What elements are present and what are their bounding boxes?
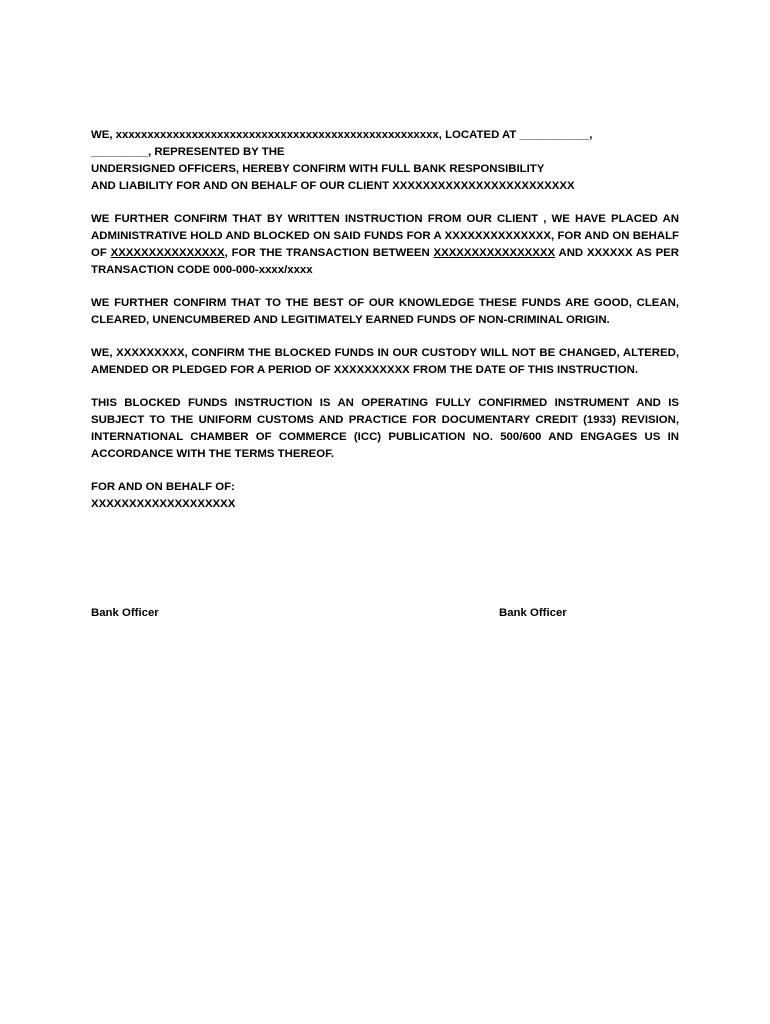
- on-behalf-name: XXXXXXXXXXXXXXXXXXX: [91, 498, 236, 510]
- custody-paragraph: WE, XXXXXXXXX, CONFIRM THE BLOCKED FUNDS IN OUR CUSTODY WILL NOT BE CHANGED, ALTERED, AMENDED OR PLEDGED FOR A PERIOD OF XXXXXXXXXX FROM THE DATE OF THIS INSTRUCTION.: [91, 347, 679, 376]
- hold-instruction-paragraph: [91, 211, 679, 279]
- confirmation-line-2: _________, REPRESENTED BY THE: [91, 146, 285, 158]
- on-behalf-label: FOR AND ON BEHALF OF:: [91, 481, 235, 493]
- letter-body: [91, 127, 679, 529]
- confirmation-line-4: AND LIABILITY FOR AND ON BEHALF OF OUR CLIENT XXXXXXXXXXXXXXXXXXXXXXXX: [91, 180, 575, 192]
- client-name-underlined: XXXXXXXXXXXXXXX: [110, 247, 225, 259]
- on-behalf-block: [91, 479, 679, 513]
- confirmation-paragraph: [91, 127, 679, 195]
- hold-text-part-3: AND XXXXXX AS PER TRANSACTION CODE 000-000-xxxx/xxxx: [91, 247, 679, 276]
- party-name-underlined: XXXXXXXXXXXXXXXX: [433, 247, 556, 259]
- signature-left: Bank Officer: [91, 607, 159, 619]
- confirmation-line-3: UNDERSIGNED OFFICERS, HEREBY CONFIRM WITH FULL BANK RESPONSIBILITY: [91, 163, 545, 175]
- instrument-terms-paragraph: THIS BLOCKED FUNDS INSTRUCTION IS AN OPERATING FULLY CONFIRMED INSTRUMENT AND IS SUBJECT TO THE UNIFORM CUSTOMS AND PRACTICE FOR DOCUMENTARY CREDIT (1933) REVISION, INTERNATIONAL CHAMBER OF COMMERCE (ICC) PUBLICATION NO. 500/600 AND ENGAGES US IN ACCORDANCE WITH THE TERMS THEREOF.: [91, 397, 679, 460]
- funds-origin-paragraph: WE FURTHER CONFIRM THAT TO THE BEST OF OUR KNOWLEDGE THESE FUNDS ARE GOOD, CLEAN, CLEARED, UNENCUMBERED AND LEGITIMATELY EARNED FUNDS OF NON-CRIMINAL ORIGIN.: [91, 297, 679, 326]
- confirmation-line-1: WE, xxxxxxxxxxxxxxxxxxxxxxxxxxxxxxxxxxxxxxxxxxxxxxxxxxx, LOCATED AT ___________,: [91, 129, 593, 141]
- hold-text-part-1: WE FURTHER CONFIRM THAT BY WRITTEN INSTRUCTION FROM OUR CLIENT , WE HAVE PLACED AN ADMINISTRATIVE HOLD AND BLOCKED ON SAID FUNDS FOR A XXXXXXXXXXXXXX, FOR AND ON BEHALF OF: [91, 213, 679, 259]
- signature-right: Bank Officer: [499, 607, 567, 619]
- hold-text-part-2: , FOR THE TRANSACTION BETWEEN: [224, 247, 434, 259]
